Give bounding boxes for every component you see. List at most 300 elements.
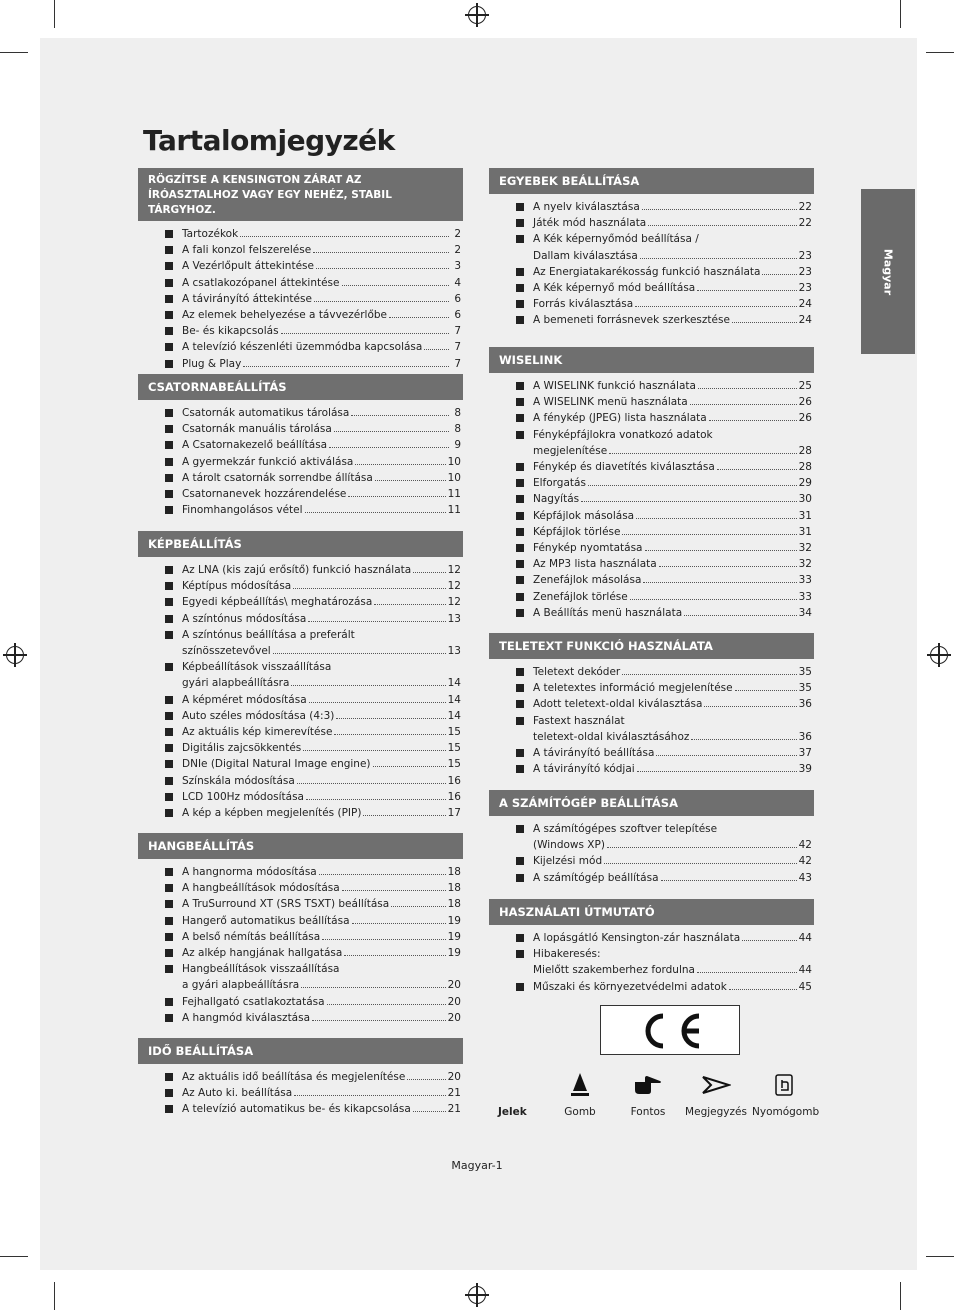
dot-leader [336,718,445,719]
symbol-one-touch [752,1068,820,1118]
dot-leader [308,621,445,622]
dot-leader [375,480,446,481]
registration-mark-icon [468,1286,486,1304]
toc-entry-label: Csatornanevek hozzárendelése [182,488,347,501]
square-bullet-icon [165,425,173,433]
toc-entry[interactable] [138,805,463,821]
toc-page-number: 4 [454,276,461,289]
toc-entry-label: Dallam kiválasztása [533,249,638,262]
toc-entry[interactable] [489,761,814,777]
toc-page-number: 32 [798,542,812,555]
square-bullet-icon [165,360,173,368]
toc-entry[interactable] [138,1010,463,1026]
toc-entry-list [138,562,463,821]
dot-leader [413,572,445,573]
dot-leader [301,987,445,988]
toc-entry[interactable] [138,470,463,486]
dot-leader [281,333,449,334]
dot-leader [691,739,796,740]
dot-leader [305,512,446,513]
square-bullet-icon [165,760,173,768]
toc-entry[interactable] [489,853,814,869]
toc-entry[interactable] [489,199,814,215]
toc-page-number: 19 [447,930,461,943]
dot-leader [659,566,797,567]
toc-entry[interactable] [489,605,814,621]
square-bullet-icon [516,268,524,276]
toc-entry[interactable] [489,215,814,231]
toc-entry[interactable] [489,713,814,745]
toc-page-number: 35 [798,682,812,695]
square-bullet-icon [516,316,524,324]
toc-entry[interactable] [138,356,463,372]
toc-page-number: 15 [447,742,461,755]
toc-section [489,790,814,886]
toc-page-number: 43 [798,871,812,884]
toc-page-number: 13 [447,645,461,658]
square-bullet-icon [516,284,524,292]
toc-entry[interactable] [489,524,814,540]
toc-entry-label: Zenefájlok másolása [533,574,642,587]
toc-entry-label: A képméret módosítása [182,693,307,706]
square-bullet-icon [516,382,524,390]
toc-page-number: 2 [454,228,461,240]
toc-entry-label: megjelenítése [533,444,608,457]
toc-entry[interactable] [138,421,463,437]
toc-entry[interactable] [138,454,463,470]
toc-entry[interactable] [138,740,463,756]
toc-entry[interactable] [489,280,814,296]
toc-entry[interactable] [489,312,814,328]
crop-mark [0,52,28,53]
toc-entry-label: Csatornák automatikus tárolása [182,407,350,419]
square-bullet-icon [516,398,524,406]
toc-entry[interactable] [138,594,463,610]
section-header: A SZÁMÍTÓGÉP BEÁLLÍTÁSA [489,790,814,816]
toc-page-number: 35 [798,666,812,678]
square-bullet-icon [165,728,173,736]
toc-page-number: 26 [798,412,812,425]
toc-page-number: 2 [454,244,461,257]
toc-entry-label: A távirányító áttekintése [182,292,312,305]
square-bullet-icon [165,900,173,908]
toc-entry[interactable] [489,821,814,853]
crop-mark [926,1256,954,1257]
toc-page-number: 44 [798,964,812,977]
dot-leader [391,906,445,907]
toc-entry[interactable] [489,508,814,524]
toc-page-number: 36 [798,698,812,711]
toc-page-number: 21 [447,1087,461,1100]
dot-leader [240,236,449,237]
square-bullet-icon [165,663,173,671]
dot-leader [342,285,450,286]
dot-leader [294,1095,445,1096]
toc-page-number: 6 [454,292,461,305]
square-bullet-icon [165,262,173,270]
toc-page-number: 26 [798,396,812,409]
dot-leader [313,252,449,253]
toc-page-number: 3 [454,260,461,273]
toc-section [138,1038,463,1118]
crop-mark [54,1282,55,1310]
toc-entry[interactable] [138,913,463,929]
toc-page-number: 20 [447,1011,461,1024]
toc-page-number: 14 [447,693,461,706]
toc-page-number: 28 [798,461,812,474]
square-bullet-icon [516,950,524,958]
toc-entry-label: A csatlakozópanel áttekintése [182,276,340,289]
toc-entry[interactable] [138,896,463,912]
toc-entry[interactable] [489,264,814,280]
dot-leader [322,939,445,940]
dot-leader [306,799,446,800]
toc-page-number: 10 [447,455,461,468]
square-bullet-icon [165,490,173,498]
toc-page-number: 6 [454,309,461,322]
crop-mark [900,0,901,28]
square-bullet-icon [516,479,524,487]
toc-entry[interactable] [489,589,814,605]
square-bullet-icon [516,874,524,882]
toc-page-number: 29 [798,477,812,490]
dot-leader [697,290,796,291]
toc-entry[interactable] [138,611,463,627]
toc-page-number: 7 [454,357,461,370]
toc-page-number: 12 [447,580,461,593]
toc-entry-label: Fastext használat [533,714,625,727]
toc-entry-label: Hangerő automatikus beállítása [182,914,350,927]
square-bullet-icon [516,544,524,552]
toc-entry-label: Auto széles módosítása (4:3) [182,709,335,722]
one-touch-button-icon [774,1073,794,1097]
square-bullet-icon [165,793,173,801]
toc-entry[interactable] [138,627,463,659]
toc-entry-label: Az aktuális kép kimerevítése [182,726,333,739]
toc-entry[interactable] [138,1069,463,1085]
toc-entry[interactable] [489,296,814,312]
toc-page-number: 9 [454,439,461,452]
toc-entry-label: Játék mód használata [533,217,647,230]
dot-leader [622,534,796,535]
toc-section [138,531,463,821]
dot-leader [329,447,449,448]
toc-page-number: 23 [798,282,812,295]
toc-entry[interactable] [489,696,814,712]
toc-entry-label: Fényképfájlokra vonatkozó adatok [533,428,713,441]
toc-section [489,347,814,621]
dot-leader [319,874,446,875]
square-bullet-icon [165,506,173,514]
toc-entry[interactable] [489,491,814,507]
toc-entry-label: A Kék képernyőmód beállítása / [533,233,699,246]
toc-entry[interactable] [138,291,463,307]
toc-entry-label: gyári alapbeállításra [182,677,290,690]
toc-entry-label: A színtónus beállítása a preferált [182,628,355,641]
toc-entry-label: Képtípus módosítása [182,580,292,593]
square-bullet-icon [516,235,524,243]
toc-entry-label: Zenefájlok törlése [533,590,628,603]
toc-page-number: 42 [798,855,812,868]
square-bullet-icon [516,219,524,227]
toc-page-number: 28 [798,444,812,457]
toc-entry[interactable] [138,864,463,880]
toc-entry-label: Az Auto ki. beállítása [182,1087,293,1100]
toc-page-number: 23 [798,249,812,262]
toc-entry[interactable] [138,578,463,594]
toc-entry-label: Színskála módosítása [182,774,295,787]
toc-entry[interactable] [138,486,463,502]
dot-leader [312,1020,446,1021]
dot-leader [413,1111,446,1112]
square-bullet-icon [516,203,524,211]
toc-entry[interactable] [489,540,814,556]
dot-leader [334,431,449,432]
dot-leader [316,268,449,269]
section-header: IDŐ BEÁLLÍTÁSA [138,1038,463,1064]
section-header: EGYEBEK BEÁLLÍTÁSA [489,168,814,194]
toc-page-number: 10 [447,471,461,484]
toc-entry[interactable] [138,275,463,291]
toc-page-number: 39 [798,763,812,776]
toc-entry[interactable] [138,945,463,961]
section-header: WISELINK [489,347,814,373]
toc-entry[interactable] [489,745,814,761]
toc-page-number: 17 [447,807,461,820]
toc-entry[interactable] [138,880,463,896]
square-bullet-icon [165,474,173,482]
toc-entry[interactable] [489,680,814,696]
toc-page-number: 30 [798,493,812,506]
dot-leader [704,706,796,707]
toc-entry-label: A gyermekzár funkció aktiválása [182,455,354,468]
toc-page-number: 20 [447,979,461,992]
toc-page-number: 22 [798,201,812,213]
toc-entry[interactable] [138,437,463,453]
toc-entry-label: A Kék képernyő mód beállítása [533,282,696,295]
toc-entry[interactable] [138,405,463,421]
ce-mark-icon [637,1012,705,1050]
toc-page-number: 24 [798,314,812,327]
toc-entry-label: Az aktuális idő beállítása és megjelenítése [182,1071,406,1083]
toc-entry-label: A teletextes információ megjelenítése [533,682,733,695]
square-bullet-icon [165,598,173,606]
dot-leader [588,485,797,486]
toc-entry-label: A televízió készenléti üzemmódba kapcsolása [182,341,423,354]
toc-entry-label: Az MP3 lista használata [533,558,657,571]
registration-mark-icon [6,646,24,664]
dot-leader [314,301,449,302]
square-bullet-icon [516,431,524,439]
toc-entry[interactable] [489,946,814,978]
toc-entry[interactable] [138,339,463,355]
toc-page-number: 19 [447,914,461,927]
toc-entry[interactable] [489,231,814,263]
square-bullet-icon [165,631,173,639]
toc-entry-label: Az alkép hangjának hallgatása [182,947,343,960]
square-bullet-icon [165,1014,173,1022]
toc-entry-label: A hangnorma módosítása [182,866,317,878]
toc-entry[interactable] [489,475,814,491]
toc-entry-list [138,226,463,372]
toc-entry[interactable] [138,502,463,518]
toc-entry[interactable] [138,708,463,724]
square-bullet-icon [516,463,524,471]
dot-leader [355,464,445,465]
toc-page-number: 31 [798,509,812,522]
square-bullet-icon [516,495,524,503]
square-bullet-icon [165,295,173,303]
toc-page-number: 11 [447,488,461,501]
toc-entry[interactable] [138,692,463,708]
toc-entry[interactable] [138,1085,463,1101]
toc-page-number: 33 [798,574,812,587]
square-bullet-icon [165,615,173,623]
square-bullet-icon [165,777,173,785]
toc-entry[interactable] [489,378,814,394]
dot-leader [407,1079,445,1080]
square-bullet-icon [516,857,524,865]
square-bullet-icon [165,1073,173,1081]
toc-entry-label: A fali konzol felszerelése [182,244,312,257]
toc-entry[interactable] [489,930,814,946]
toc-section [489,168,814,329]
toc-entry-label: A WISELINK menü használata [533,396,688,409]
toc-entry-label: A színtónus módosítása [182,612,307,625]
toc-page-number: 7 [454,341,461,354]
toc-entry-list [489,821,814,886]
toc-entry[interactable] [489,979,814,995]
dot-leader [424,349,449,350]
dot-leader [607,847,797,848]
toc-entry[interactable] [138,659,463,691]
toc-entry[interactable] [138,242,463,258]
toc-entry-label: A belső némítás beállítása [182,930,321,943]
dot-leader [645,550,797,551]
toc-entry[interactable] [489,556,814,572]
toc-page-number: 12 [447,564,461,576]
toc-page-number: 16 [447,774,461,787]
toc-page-number: 13 [447,612,461,625]
toc-entry-label: színösszetevővel [182,645,271,658]
square-bullet-icon [165,343,173,351]
toc-entry[interactable] [138,961,463,993]
square-bullet-icon [516,300,524,308]
toc-entry-label: A Vezérlőpult áttekintése [182,260,314,273]
dot-leader [690,404,797,405]
square-bullet-icon [165,441,173,449]
toc-entry[interactable] [489,427,814,459]
toc-entry-label: teletext-oldal kiválasztásához [533,730,690,743]
dot-leader [622,674,796,675]
toc-entry[interactable] [138,307,463,323]
square-bullet-icon [516,576,524,584]
section-header: HASZNÁLATI ÚTMUTATÓ [489,899,814,925]
toc-entry[interactable] [138,773,463,789]
dot-leader [291,685,445,686]
toc-entry[interactable] [489,664,814,680]
toc-entry[interactable] [489,459,814,475]
toc-section [138,374,463,518]
toc-entry-label: Fejhallgató csatlakoztatása [182,995,325,1008]
toc-entry[interactable] [138,226,463,242]
section-header: RÖGZÍTSE A KENSINGTON ZÁRAT AZ ÍRÓASZTALHOZ VAGY EGY NEHÉZ, STABIL TÁRGYHOZ. [138,168,463,221]
toc-entry-label: A távirányító kódjai [533,763,635,776]
square-bullet-icon [516,528,524,536]
toc-entry[interactable] [138,562,463,578]
dot-leader [604,863,797,864]
dot-leader [373,766,446,767]
toc-entry[interactable] [138,929,463,945]
toc-entry[interactable] [138,994,463,1010]
toc-entry-label: Képbeállítások visszaállítása [182,661,332,674]
toc-entry[interactable] [138,1101,463,1117]
dot-leader [348,496,445,497]
toc-page-number: 20 [447,1071,461,1083]
language-tab-label: Magyar [881,248,895,295]
square-bullet-icon [516,700,524,708]
toc-entry-label: A hangmód kiválasztása [182,1011,311,1024]
toc-entry-label: A távirányító beállítása [533,747,655,760]
dot-leader [581,501,797,502]
symbol-caption: Nyomógomb [752,1106,820,1118]
toc-page-number: 8 [454,423,461,436]
toc-entry-label: Finomhangolásos vétel [182,504,303,517]
toc-page-number: 14 [447,677,461,690]
toc-entry[interactable] [138,724,463,740]
square-bullet-icon [165,230,173,238]
toc-entry[interactable] [138,323,463,339]
square-bullet-icon [165,1105,173,1113]
toc-entry-label: DNIe (Digital Natural Image engine) [182,758,371,771]
dot-leader [635,306,796,307]
arrow-note-icon [701,1075,731,1095]
square-bullet-icon [165,949,173,957]
toc-entry-label: Az elemek behelyezése a távvezérlőbe [182,309,388,322]
toc-page-number: 24 [798,298,812,311]
toc-entry-label: Nagyítás [533,493,580,506]
toc-page-number: 31 [798,525,812,538]
toc-entry[interactable] [138,789,463,805]
dot-leader [344,955,445,956]
symbol-caption: Fontos [630,1106,666,1118]
ce-mark-box [600,1005,740,1055]
toc-entry[interactable] [489,870,814,886]
toc-entry-list [138,405,463,518]
dot-leader [643,582,796,583]
toc-entry-label: Plug & Play [182,357,242,370]
toc-entry-label: Az LNA (kis zajú erősítő) funkció használata [182,564,412,576]
registration-mark-icon [930,646,948,664]
toc-entry-label: Hangbeállítások visszaállítása [182,963,340,976]
toc-entry[interactable] [138,258,463,274]
toc-entry[interactable] [489,410,814,426]
toc-entry-label: A nyelv kiválasztása [533,201,640,213]
section-header: CSATORNABEÁLLÍTÁS [138,374,463,400]
toc-page-number: 11 [447,504,461,517]
dot-leader [742,940,796,941]
toc-section [138,168,463,372]
toc-entry-label: A bemeneti forrásnevek szerkesztése [533,314,730,327]
toc-page-number: 14 [447,709,461,722]
toc-entry-label: Egyedi képbeállítás\ meghatározása [182,596,373,609]
toc-entry[interactable] [489,394,814,410]
toc-entry[interactable] [138,756,463,772]
toc-entry-label: A számítógépes szoftver telepítése [533,823,718,835]
toc-entry[interactable] [489,572,814,588]
toc-entry-label: Hibakeresés: [533,948,601,961]
toc-page-number: 18 [447,866,461,878]
